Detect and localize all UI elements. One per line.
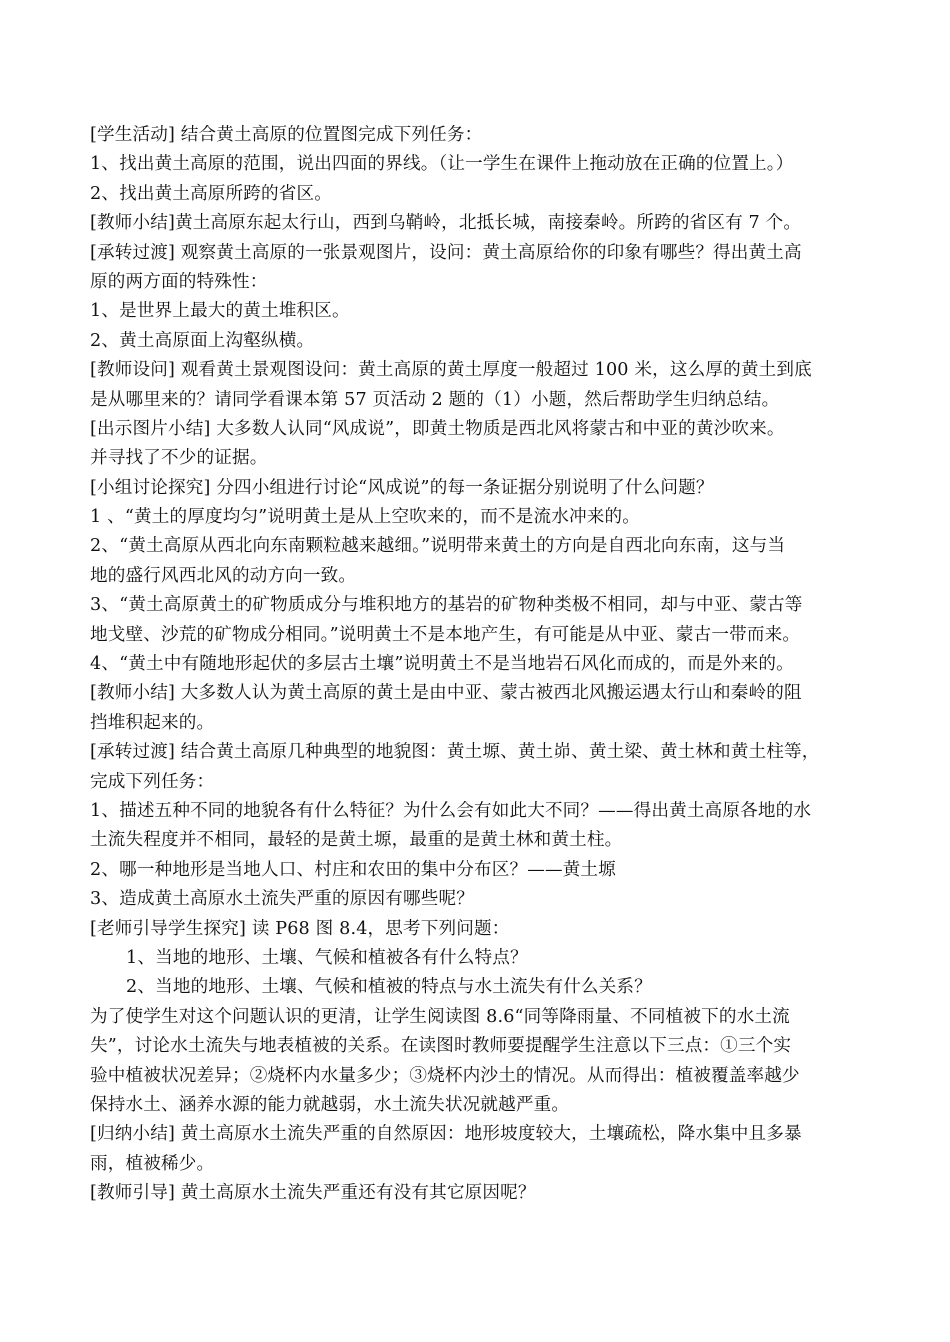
text-line: [学生活动] 结合黄土高原的位置图完成下列任务： [90,125,483,145]
text-line: 3、“黄土高原黄土的矿物质成分与堆积地方的基岩的矿物种类极不相同，却与中亚、蒙古等 [90,595,803,616]
text-line: 完成下列任务： [90,771,215,792]
text-line: 并寻找了不少的证据。 [90,448,268,469]
text-line: [教师小结]黄土高原东起太行山，西到乌鞘岭，北抵长城，南接秦岭。所跨的省区有 7 个。 [90,213,802,234]
text-line: [老师引导学生探究] 读 P68 图 8.4，思考下列问题： [90,918,510,939]
text-line: 保持水土、涵养水源的能力就越弱，水土流失状况就越严重。 [90,1094,570,1115]
text-line: 雨，植被稀少。 [90,1153,215,1174]
text-line: [承转过渡] 观察黄土高原的一张景观图片，设问：黄土高原给你的印象有哪些？得出黄土高 [90,242,802,263]
text-line: 是从哪里来的？请同学看课本第 57 页活动 2 题的（1）小题，然后帮助学生归纳总结。 [90,389,780,410]
text-line-indented: 2、当地的地形、土壤、气候和植被的特点与水土流失有什么关系？ [126,977,652,998]
text-line: 3、造成黄土高原水土流失严重的原因有哪些呢？ [90,889,474,910]
text-line: [教师设问] 观看黄土景观图设问：黄土高原的黄土厚度一般超过 100 米，这么厚的黄土到底 [90,360,812,381]
text-line: [出示图片小结] 大多数人认同“风成说”，即黄土物质是西北风将蒙古和中亚的黄沙吹来。 [90,418,785,439]
document-body [90,121,890,1208]
text-line: 2、找出黄土高原所跨的省区。 [90,183,333,204]
text-line: 验中植被状况差异；②烧杯内水量多少；③烧杯内沙土的情况。从而得出：植被覆盖率越少 [90,1065,800,1086]
text-line: [教师小结] 大多数人认为黄土高原的黄土是由中亚、蒙古被西北风搬运遇太行山和秦岭的阻 [90,683,802,704]
text-line: [教师引导] 黄土高原水土流失严重还有没有其它原因呢？ [90,1183,536,1204]
text-line: 地的盛行风西北风的动方向一致。 [90,565,357,586]
text-line: 原的两方面的特殊性： [90,271,268,292]
text-line: [归纳小结] 黄土高原水土流失严重的自然原因：地形坡度较大，土壤疏松，降水集中且多暴 [90,1124,802,1145]
text-line: 2、“黄土高原从西北向东南颗粒越来越细。”说明带来黄土的方向是自西北向东南，这与当 [90,536,786,557]
text-line-indented: 1、当地的地形、土壤、气候和植被各有什么特点？ [126,947,528,968]
text-line: 1、找出黄土高原的范围，说出四面的界线。（让一学生在课件上拖动放在正确的位置上。） [90,154,794,175]
text-line: 挡堆积起来的。 [90,712,215,733]
text-line: 为了使学生对这个问题认识的更清，让学生阅读图 8.6“同等降雨量、不同植被下的水土流 [90,1006,790,1027]
text-line: 1、是世界上最大的黄土堆积区。 [90,301,350,322]
text-line: 1 、“黄土的厚度均匀”说明黄土是从上空吹来的，而不是流水冲来的。 [90,507,640,528]
text-line: 失”，讨论水土流失与地表植被的关系。在读图时教师要提醒学生注意以下三点：①三个实 [90,1036,792,1057]
text-line: 2、黄土高原面上沟壑纵横。 [90,330,315,351]
text-line: [承转过渡] 结合黄土高原几种典型的地貌图：黄土塬、黄土峁、黄土梁、黄土林和黄土柱等， [90,742,820,763]
text-line: 2、哪一种地形是当地人口、村庄和农田的集中分布区？——黄土塬 [90,859,616,880]
text-line: 地戈壁、沙荒的矿物成分相同。”说明黄土不是本地产生，有可能是从中亚、蒙古一带而来。 [90,624,801,645]
text-line: 1、描述五种不同的地貌各有什么特征？为什么会有如此大不同？——得出黄土高原各地的水 [90,800,812,821]
text-line: 4、“黄土中有随地形起伏的多层古土壤”说明黄土不是当地岩石风化而成的，而是外来的。 [90,654,794,675]
text-line: [小组讨论探究] 分四小组进行讨论“风成说”的每一条证据分别说明了什么问题？ [90,477,714,498]
text-line: 土流失程度并不相同，最轻的是黄土塬，最重的是黄土林和黄土柱。 [90,830,623,851]
